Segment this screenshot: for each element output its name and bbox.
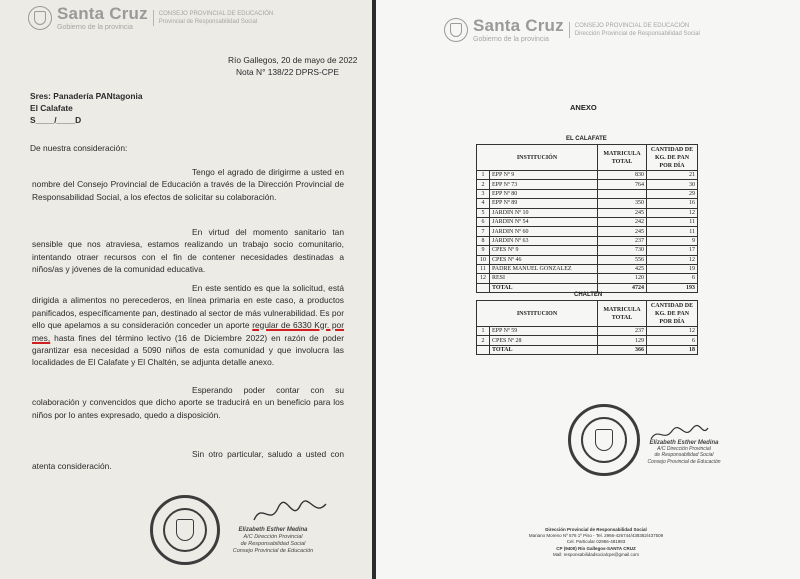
row-kg: 29 [647,189,698,198]
row-kg: 19 [647,264,698,273]
table-row [477,236,698,245]
col-header-enrollment: MATRICULA TOTAL [598,301,647,327]
brand-name: Santa Cruz [57,4,148,23]
highlighted-amount: regular de 6330 Kgr. por mes, [32,320,344,343]
row-index: 4 [477,199,490,208]
row-institution: JARDIN Nº 10 [490,208,598,217]
table-row [477,327,698,336]
row-institution: EPP Nº 59 [490,327,598,336]
row-institution: CPES Nº 9 [490,246,598,255]
paragraph-4: Esperando poder contar con su colaboración y convencidos que dicho aporte se traducirá en un beneficio para los niños por lo antes expresado, quedo a disposición. [32,385,344,420]
brand-subtitle: Gobierno de la provincia [57,24,133,31]
table-row [477,217,698,226]
table-row [477,264,698,273]
total-label: TOTAL [490,345,598,354]
total-enrollment: 366 [598,345,647,354]
row-kg: 12 [647,208,698,217]
row-institution: EPP Nº 9 [490,171,598,180]
row-kg: 17 [647,246,698,255]
col-header-enrollment: MATRICULA TOTAL [598,145,647,171]
paragraph-5: Sin otro particular, saludo a usted con atenta consideración. [32,449,344,472]
row-enrollment: 556 [598,255,647,264]
paragraph-2: En virtud del momento sanitario tan sensible que nos atraviesa, estamos realizando un trabajo socio comunitario, intentando otraer recursos con el fin de contener necesidades destinadas a niños/as y jóvenes de la comunidad educativa. [32,227,344,275]
official-seal-icon [150,495,220,565]
total-label: TOTAL [490,283,598,292]
handwritten-signature [250,498,330,528]
table-row [477,246,698,255]
official-seal-icon [568,404,640,476]
col-header-kg: CANTIDAD DE KG. DE PAN POR DÍA [647,145,698,171]
row-enrollment: 764 [598,180,647,189]
row-index: 8 [477,236,490,245]
total-enrollment: 4724 [598,283,647,292]
table-row [477,274,698,283]
signature-block: Elizabeth Esther Medina A/C Dirección Provincial de Responsabilidad Social Consejo Provincial de Educación [232,527,314,554]
brand-subtitle: Gobierno de la provincia [473,36,549,43]
annex-title: ANEXO [570,103,597,112]
note-number: Nota N° 138/22 DPRS-CPE [236,67,339,77]
row-index: 2 [477,180,490,189]
row-enrollment: 245 [598,227,647,236]
row-institution: CPES Nº 46 [490,255,598,264]
signature-block: Elizabeth Esther Medina A/C Dirección Provincial de Responsabilidad Social Consejo Provincial de Educación [647,440,721,465]
council-name: CONSEJO PROVINCIAL DE EDUCACIÓN Dirección Provincial de Responsabilidad Social [569,22,700,38]
row-enrollment: 830 [598,171,647,180]
row-index: 1 [477,327,490,336]
calafate-table [476,144,698,293]
chalten-title: CHALTEN [574,292,603,298]
total-kg: 18 [647,345,698,354]
row-kg: 21 [647,171,698,180]
row-index: 12 [477,274,490,283]
table-row [477,180,698,189]
letterhead [444,16,700,43]
letter-page [0,0,372,579]
row-enrollment: 245 [598,208,647,217]
recipient: Sres: Panadería PANtagonia [30,91,143,101]
row-index: 1 [477,171,490,180]
row-enrollment: 129 [598,336,647,345]
row-institution: JARDIN Nº 63 [490,236,598,245]
footer-contact: Dirección Provincial de Responsabilidad Social Mariano Moreno Nº 576 1º Piso - Tel. 2966-426744/438382/437509 Cel. Particular 02966-481983 CP (9400) Río Gallegos-SANTA CRUZ Mail: responsabilidadsocialcpe@gmail.com [528,527,664,557]
row-institution: EPP Nº 73 [490,180,598,189]
table-row [477,208,698,217]
row-index: 6 [477,217,490,226]
row-enrollment: 242 [598,217,647,226]
table-row [477,227,698,236]
table-row [477,336,698,345]
row-kg: 11 [647,217,698,226]
recipient-sd: S____/____D [30,115,82,125]
row-institution: EPP Nº 89 [490,199,598,208]
row-institution: EPP Nº 80 [490,189,598,198]
col-header-institution: INSTITUCION [477,301,598,327]
paragraph-3: En este sentido es que la solicitud, está dirigida a alimentos no perecederos, en línea primaria en este caso, a productos panificados, específicamente pan, destinado al sector de más vulnerabilidad. Es por ello que apelamos a su consideración conceder un aporte regular de 6330 Kgr. por mes, hasta fines del término lectivo (16 de Diciembre 2022) en razón de poder garantizar esa necesidad a 5090 niños de esta comunidad y que involucra las localidades de El Calafate y El Chaltén, se adjunta detalle anexo. [32,283,344,368]
date-line: Río Gallegos, 20 de mayo de 2022 [228,55,358,65]
row-index: 11 [477,264,490,273]
row-enrollment: 237 [598,327,647,336]
table-row [477,255,698,264]
row-kg: 12 [647,255,698,264]
row-index: 3 [477,189,490,198]
total-kg: 193 [647,283,698,292]
row-index: 2 [477,336,490,345]
greeting: De nuestra consideración: [30,143,128,153]
col-header-kg: CANTIDAD DE KG. DE PAN POR DÍA [647,301,698,327]
row-kg: 9 [647,236,698,245]
brand-name: Santa Cruz [473,16,564,35]
row-institution: PADRE MANUEL GONZALEZ [490,264,598,273]
province-crest-icon [444,18,468,42]
row-kg: 11 [647,227,698,236]
row-kg: 6 [647,336,698,345]
row-enrollment: 237 [598,236,647,245]
row-kg: 30 [647,180,698,189]
row-enrollment: 350 [598,199,647,208]
letterhead [28,4,273,31]
row-index: 5 [477,208,490,217]
row-enrollment: 120 [598,274,647,283]
chalten-table [476,300,698,355]
row-kg: 6 [647,274,698,283]
row-institution: JARDIN Nº 54 [490,217,598,226]
paragraph-1: Tengo el agrado de dirigirme a usted en nombre del Consejo Provincial de Educación a través de la Dirección Provincial de Responsabilidad Social, a los efectos de solicitar su colaboración. [32,167,344,202]
row-kg: 12 [647,327,698,336]
annex-page [376,0,800,579]
table-row [477,171,698,180]
council-name: CONSEJO PROVINCIAL DE EDUCACIÓN Provincial de Responsabilidad Social [153,10,273,26]
row-index: 9 [477,246,490,255]
calafate-title: EL CALAFATE [566,136,607,142]
row-institution: JARDIN Nº 60 [490,227,598,236]
row-enrollment [598,189,647,198]
row-index: 7 [477,227,490,236]
table-row [477,199,698,208]
recipient-city: El Calafate [30,103,73,113]
table-row [477,189,698,198]
row-enrollment: 730 [598,246,647,255]
row-index: 10 [477,255,490,264]
row-kg: 16 [647,199,698,208]
row-enrollment: 425 [598,264,647,273]
row-institution: RESI [490,274,598,283]
row-institution: CPES Nº 28 [490,336,598,345]
col-header-institution: INSTITUCIÓN [477,145,598,171]
province-crest-icon [28,6,52,30]
